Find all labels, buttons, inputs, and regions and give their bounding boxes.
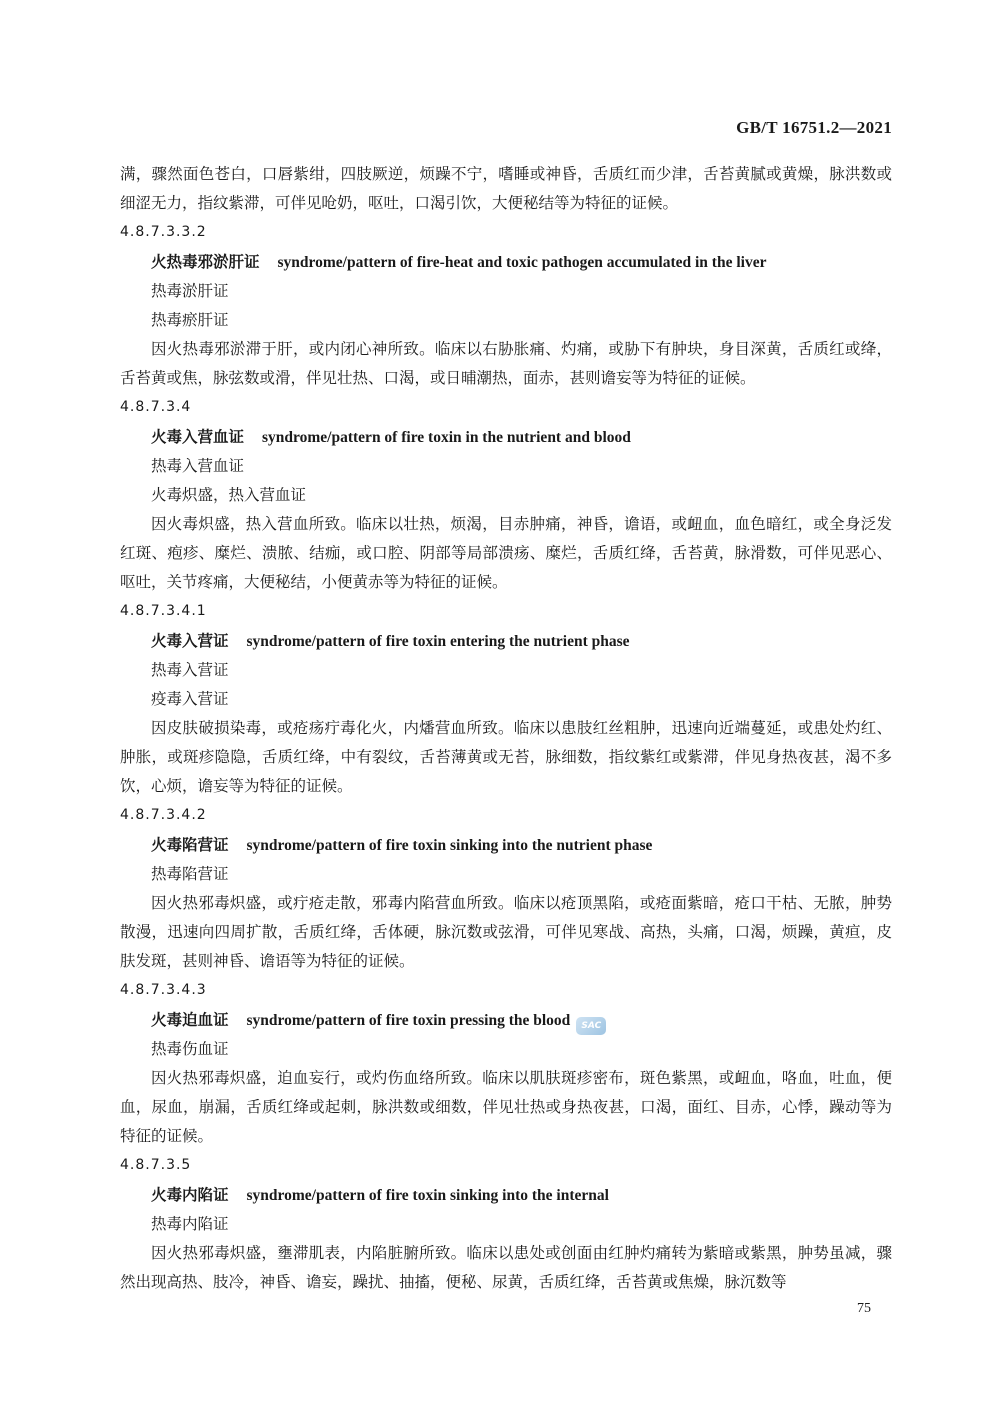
entry bbox=[120, 393, 892, 597]
term-english: syndrome/pattern of fire toxin sinking into the internal bbox=[246, 1187, 609, 1204]
synonym: 热毒陷营证 bbox=[151, 865, 229, 883]
entry-term bbox=[120, 1180, 892, 1210]
term-english: syndrome/pattern of fire toxin in the nutrient and blood bbox=[262, 429, 631, 446]
synonym: 热毒内陷证 bbox=[151, 1215, 229, 1233]
term-english: syndrome/pattern of fire-heat and toxic pathogen accumulated in the liver bbox=[277, 254, 767, 271]
intro-paragraph: 满，骤然面色苍白，口唇紫绀，四肢厥逆，烦躁不宁，嗜睡或神昏，舌质红而少津，舌苔黄腻或黄燥，脉洪数或细涩无力，指纹紫滞，可伴见呛奶，呕吐，口渴引饮，大便秘结等为特征的证候。 bbox=[120, 165, 892, 212]
sac-logo-icon: SAC bbox=[576, 1017, 606, 1035]
definition: 因火热邪毒炽盛，迫血妄行，或灼伤血络所致。临床以肌肤斑疹密布，斑色紫黑，或衄血，咯血，吐血，便血，尿血，崩漏，舌质红绛或起刺，脉洪数或细数，伴见壮热或身热夜甚，口渴，面红、目赤，心悸，躁动等为特征的证候。 bbox=[120, 1069, 892, 1145]
entry-number: 4.8.7.3.4.1 bbox=[120, 603, 207, 619]
entry bbox=[120, 976, 892, 1151]
term-chinese: 火毒迫血证 bbox=[151, 1010, 229, 1029]
term-english: syndrome/pattern of fire toxin pressing the blood bbox=[246, 1012, 571, 1029]
definition: 因火热邪毒炽盛，壅滞肌表，内陷脏腑所致。临床以患处或创面由红肿灼痛转为紫暗或紫黑，肿势虽减，骤然出现高热、肢冷，神昏、谵妄，躁扰、抽搐，便秘、尿黄，舌质红绛，舌苔黄或焦燥，脉沉数等 bbox=[120, 1244, 892, 1291]
synonym: 疫毒入营证 bbox=[151, 690, 229, 708]
synonym: 热毒瘀肝证 bbox=[151, 311, 229, 329]
definition: 因火热邪毒炽盛，或疔疮走散，邪毒内陷营血所致。临床以疮顶黑陷，或疮面紫暗，疮口干枯、无脓，肿势散漫，迅速向四周扩散，舌质红绛，舌体硬，脉沉数或弦滑，可伴见寒战、高热，头痛，口渴，烦躁，黄疸，皮肤发斑，甚则神昏、谵语等为特征的证候。 bbox=[120, 894, 892, 970]
term-english: syndrome/pattern of fire toxin sinking into the nutrient phase bbox=[246, 837, 653, 854]
entry-number: 4.8.7.3.4.2 bbox=[120, 807, 207, 823]
definition: 因火毒炽盛，热入营血所致。临床以壮热，烦渴，目赤肿痛，神昏，谵语，或衄血，血色暗红，或全身泛发红斑、疱疹、糜烂、溃脓、结痂，或口腔、阴部等局部溃疡、糜烂，舌质红绛，舌苔黄，脉滑数，可伴见恶心、呕吐，关节疼痛，大便秘结，小便黄赤等为特征的证候。 bbox=[120, 515, 892, 591]
document-body bbox=[120, 160, 892, 1297]
entry bbox=[120, 218, 892, 393]
entry bbox=[120, 597, 892, 801]
definition: 因皮肤破损染毒，或疮疡疔毒化火，内燔营血所致。临床以患肢红丝粗肿，迅速向近端蔓延，或患处灼红、肿胀，或斑疹隐隐，舌质红绛，中有裂纹，舌苔薄黄或无苔，脉细数，指纹紫红或紫滞，伴见身热夜甚，渴不多饮，心烦，谵妄等为特征的证候。 bbox=[120, 719, 892, 795]
synonym: 火毒炽盛，热入营血证 bbox=[151, 486, 307, 504]
synonym: 热毒入营血证 bbox=[151, 457, 245, 475]
synonym: 热毒入营证 bbox=[151, 661, 229, 679]
entry-term bbox=[120, 247, 892, 277]
term-chinese: 火毒入营证 bbox=[151, 631, 229, 650]
definition: 因火热毒邪淤滞于肝，或内闭心神所致。临床以右胁胀痛、灼痛，或胁下有肿块，身目深黄，舌质红或绛，舌苔黄或焦，脉弦数或滑，伴见壮热、口渴，或日晡潮热，面赤，甚则谵妄等为特征的证候。 bbox=[120, 340, 892, 387]
entry-number: 4.8.7.3.4 bbox=[120, 399, 192, 415]
entry-term bbox=[120, 626, 892, 656]
term-english: syndrome/pattern of fire toxin entering the nutrient phase bbox=[246, 633, 630, 650]
entry-term bbox=[120, 422, 892, 452]
page-number: 75 bbox=[857, 1301, 871, 1316]
standard-code: GB/T 16751.2—2021 bbox=[736, 118, 892, 137]
entry-number: 4.8.7.3.3.2 bbox=[120, 224, 207, 240]
term-chinese: 火毒内陷证 bbox=[151, 1185, 229, 1204]
synonym: 热毒淤肝证 bbox=[151, 282, 229, 300]
entry-number: 4.8.7.3.4.3 bbox=[120, 982, 207, 998]
term-chinese: 火热毒邪淤肝证 bbox=[151, 252, 260, 271]
entry-term bbox=[120, 1005, 892, 1035]
term-chinese: 火毒陷营证 bbox=[151, 835, 229, 854]
entry bbox=[120, 801, 892, 976]
entry-number: 4.8.7.3.5 bbox=[120, 1157, 192, 1173]
term-chinese: 火毒入营血证 bbox=[151, 427, 245, 446]
entry bbox=[120, 1151, 892, 1297]
synonym: 热毒伤血证 bbox=[151, 1040, 229, 1058]
entry-term bbox=[120, 830, 892, 860]
